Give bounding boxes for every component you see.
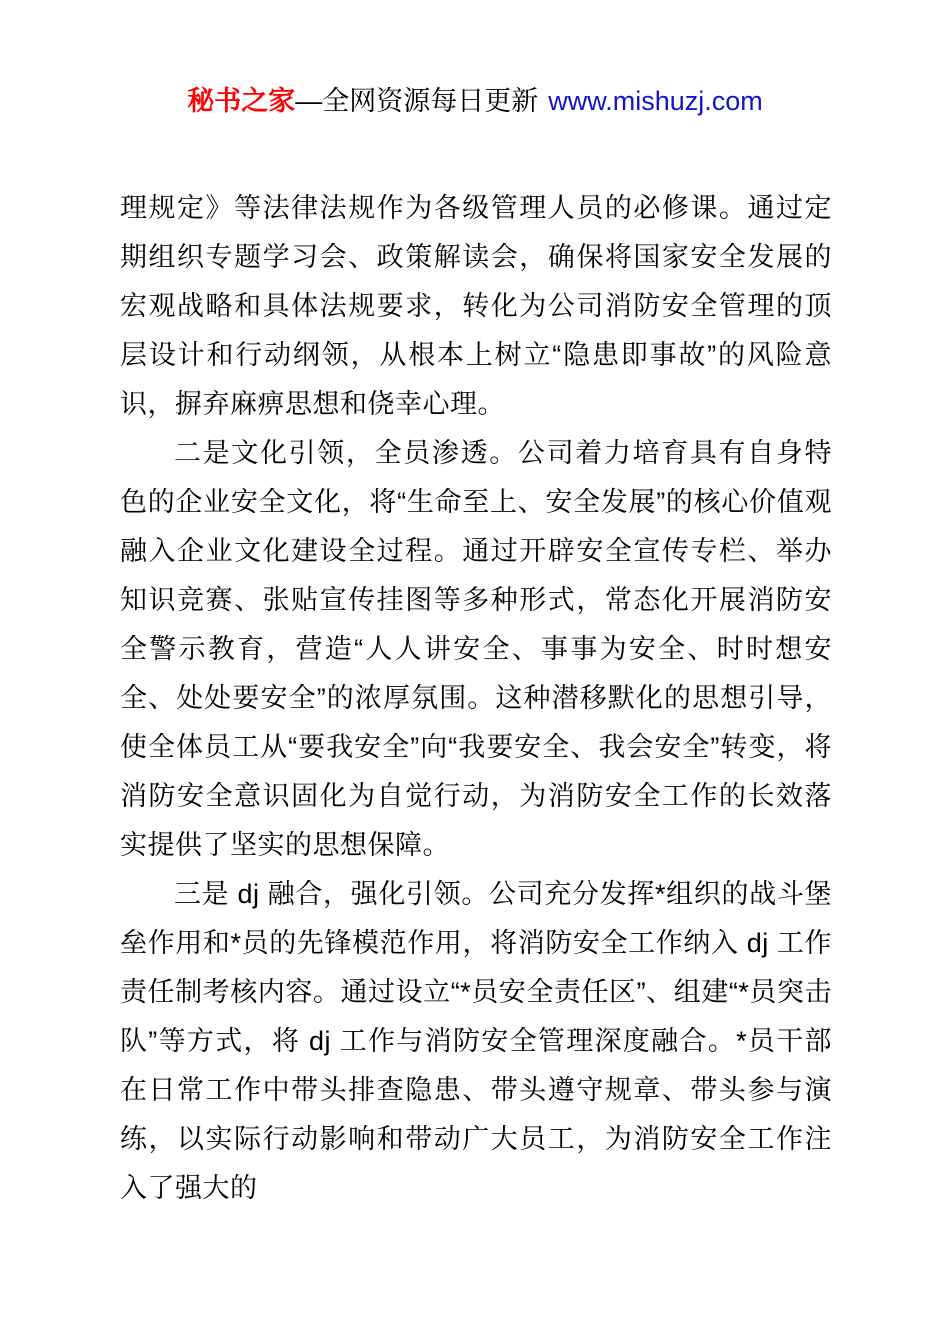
paragraph-third-point: 三是 dj 融合，强化引领。公司充分发挥*组织的战斗堡垒作用和*员的先锋模范作用，将消防安全工作纳入 dj 工作责任制考核内容。通过设立“*员安全责任区”、组建“*员突击队”等方式，将 dj 工作与消防安全管理深度融合。*员干部在日常工作中带头排查隐患、带头遵守规章、带头参与演练，以实际行动影响和带动广大员工，为消防安全工作注入了强大的 — [120, 879, 832, 1203]
document-body — [120, 184, 832, 1213]
site-url-link[interactable]: www.mishuzj.com — [548, 86, 763, 116]
paragraph-continuation: 理规定》等法律法规作为各级管理人员的必修课。通过定期组织专题学习会、政策解读会，确保将国家安全发展的宏观战略和具体法规要求，转化为公司消防安全管理的顶层设计和行动纲领，从根本上树立“隐患即事故”的风险意识，摒弃麻痹思想和侥幸心理。 — [120, 193, 832, 419]
header-separator: — — [295, 86, 323, 116]
paragraph-second-point: 二是文化引领，全员渗透。公司着力培育具有自身特色的企业安全文化，将“生命至上、安全发展”的核心价值观融入企业文化建设全过程。通过开辟安全宣传专栏、举办知识竞赛、张贴宣传挂图等多种形式，常态化开展消防安全警示教育，营造“人人讲安全、事事为安全、时时想安全、处处要安全”的浓厚氛围。这种潜移默化的思想引导，使全体员工从“要我安全”向“我要安全、我会安全”转变，将消防安全意识固化为自觉行动，为消防安全工作的长效落实提供了坚实的思想保障。 — [120, 438, 832, 860]
page-header — [0, 84, 950, 118]
site-name: 秘书之家 — [187, 86, 296, 116]
header-tagline: 全网资源每日更新 — [322, 86, 539, 116]
